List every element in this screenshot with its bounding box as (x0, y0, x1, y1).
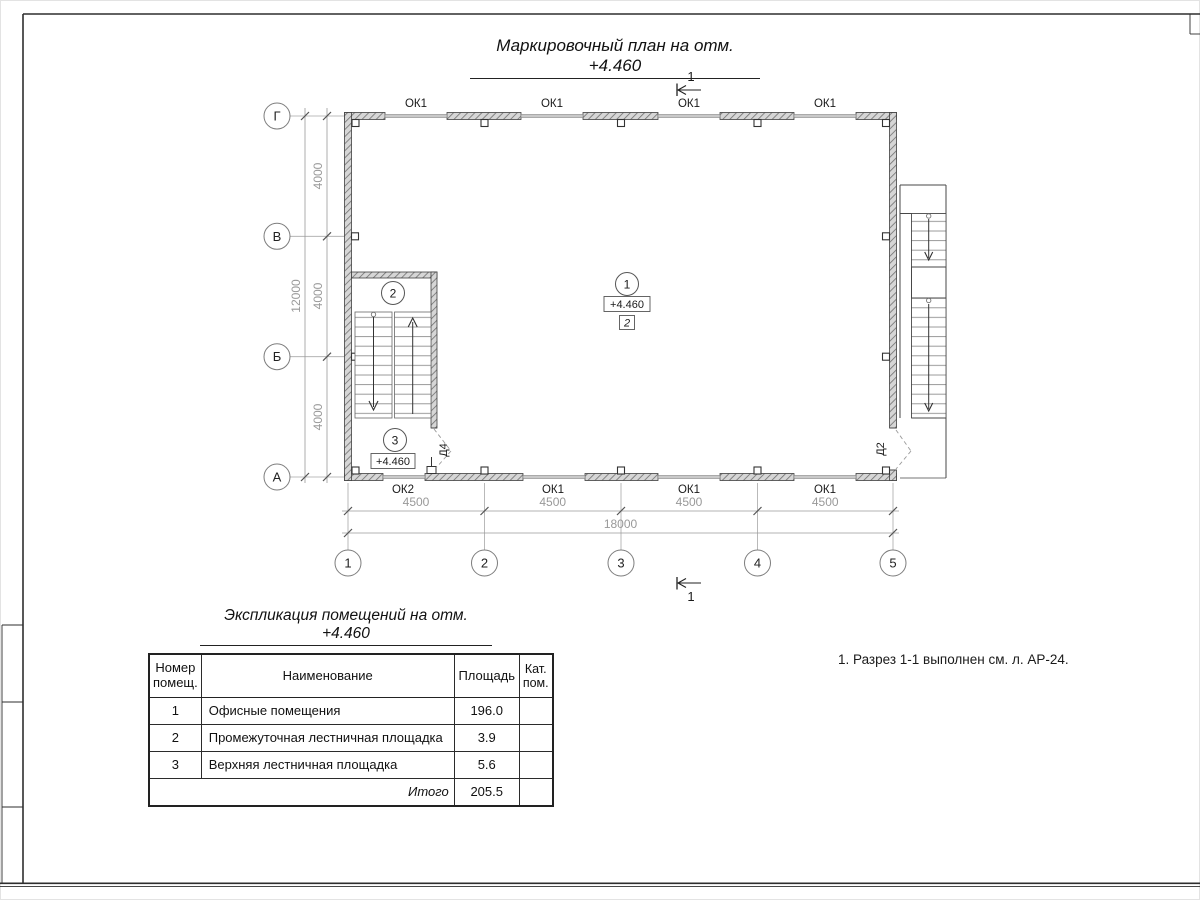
axis-col-4: 4 (753, 555, 762, 571)
axis-col-5: 5 (889, 555, 897, 571)
window-top-2-label: ОК1 (540, 98, 564, 110)
total-label-cell: Итого (149, 779, 454, 807)
room-2-number: 2 (389, 286, 397, 301)
room-1-floor-type: 2 (623, 317, 631, 330)
room-area-cell: 5.6 (454, 752, 519, 779)
dim-left-3: 4000 (311, 403, 325, 431)
table-row (149, 725, 553, 752)
room-area-cell: 196.0 (454, 698, 519, 725)
room-number-cell: 2 (149, 725, 201, 752)
room-number-cell: 1 (149, 698, 201, 725)
header-room-area: Площадь (454, 654, 519, 698)
external-stair (890, 185, 947, 478)
dim-bottom-1: 4500 (402, 495, 430, 509)
room-category-cell (519, 698, 553, 725)
axis-row-g: Г (273, 108, 281, 124)
axis-col-3: 3 (617, 555, 625, 571)
dim-bottom-2: 4500 (539, 495, 567, 509)
room-3-number: 3 (391, 433, 399, 448)
total-category-cell (519, 779, 553, 807)
room-schedule-title: Экспликация помещений на отм. +4.460 (200, 607, 492, 646)
dim-bottom-4: 4500 (811, 495, 839, 509)
room-area-cell: 3.9 (454, 725, 519, 752)
door-d4-label: Д4 (438, 443, 450, 457)
table-total-row (149, 779, 553, 807)
header-room-number: Номер помещ. (149, 654, 201, 698)
table-row (149, 752, 553, 779)
window-bottom-3-label: ОК1 (677, 484, 701, 496)
window-top-4-label: ОК1 (813, 98, 837, 110)
section-mark-bottom (677, 577, 701, 604)
dim-bottom-3: 4500 (675, 495, 703, 509)
room-1-elevation: +4.460 (610, 299, 644, 311)
dim-left-2: 4000 (311, 282, 325, 310)
window-top-1-label: ОК1 (404, 98, 428, 110)
axis-row-v: В (272, 228, 282, 244)
room-name-cell: Промежуточная лестничная площадка (201, 725, 454, 752)
window-top-3-label: ОК1 (677, 98, 701, 110)
dim-left-total: 12000 (289, 279, 303, 313)
total-area-cell: 205.5 (454, 779, 519, 807)
room-category-cell (519, 725, 553, 752)
section-note: 1. Разрез 1-1 выполнен см. л. АР-24. (838, 652, 1069, 667)
axis-row-a: А (272, 469, 282, 485)
room-name-cell: Офисные помещения (201, 698, 454, 725)
axis-col-1: 1 (344, 555, 352, 571)
axis-row-b: Б (272, 349, 282, 365)
window-bottom-4-label: ОК1 (813, 484, 837, 496)
header-room-category: Кат. пом. (519, 654, 553, 698)
door-d2-label: Д2 (875, 442, 887, 456)
section-top-label: 1 (687, 69, 695, 84)
table-row (149, 698, 553, 725)
window-bottom-1-label: ОК2 (391, 484, 415, 496)
room-schedule-table (148, 653, 554, 807)
section-bottom-label: 1 (687, 589, 695, 604)
dim-left-1: 4000 (311, 162, 325, 190)
room-number-cell: 3 (149, 752, 201, 779)
dim-bottom-total: 18000 (603, 517, 638, 531)
room-3-elevation: +4.460 (376, 456, 410, 468)
door-d2-swing (896, 430, 911, 469)
room-1-number: 1 (623, 277, 631, 292)
axis-col-2: 2 (480, 555, 489, 571)
header-room-name: Наименование (201, 654, 454, 698)
window-bottom-2-label: ОК1 (541, 484, 565, 496)
plan-title: Маркировочный план на отм. +4.460 (470, 36, 760, 79)
room-name-cell: Верхняя лестничная площадка (201, 752, 454, 779)
room-category-cell (519, 752, 553, 779)
